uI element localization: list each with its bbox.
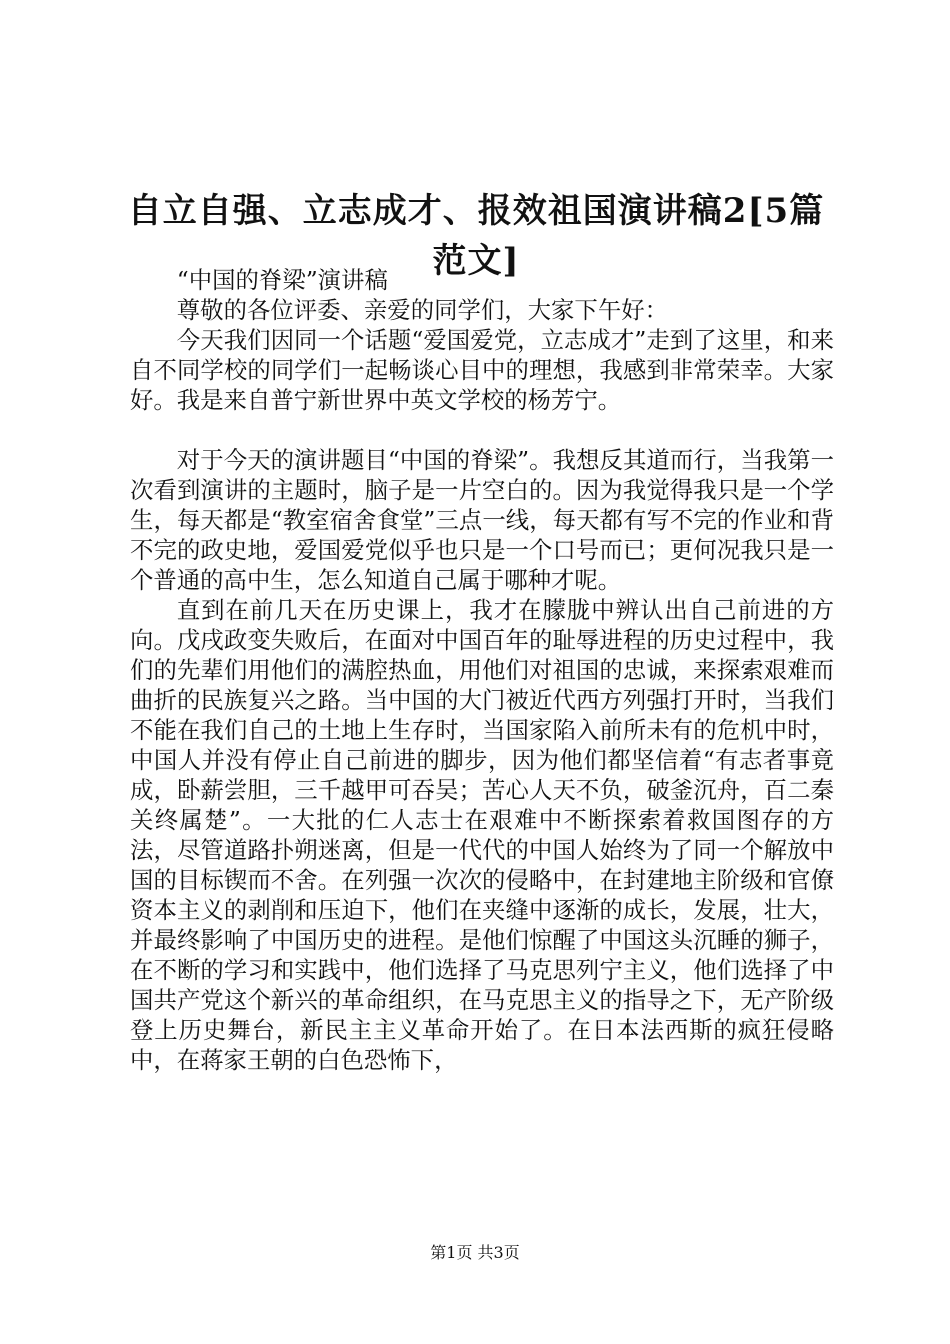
body-paragraph-2: 直到在前几天在历史课上，我才在朦胧中辨认出自己前进的方向。戊戌政变失败后，在面对中国百年的耻辱进程的历史过程中，我们的先辈们用他们的满腔热血，用他们对祖国的忠诚，来探索艰难而曲折的民族复兴之路。当中国的大门被近代西方列强打开时，当我们不能在我们自己的土地上生存时，当国家陷入前所未有的危机中时，中国人并没有停止自己前进的脚步，因为他们都坚信着“有志者事竟成，卧薪尝胆，三千越甲可吞吴；苦心人天不负，破釜沉舟，百二秦关终属楚”。一大批的仁人志士在艰难中不断探索着救国图存的方法，尽管道路扑朔迷离，但是一代代的中国人始终为了同一个解放中国的目标锲而不舍。在列强一次次的侵略中，在封建地主阶级和官僚资本主义的剥削和压迫下，他们在夹缝中逐渐的成长，发展，壮大，并最终影响了中国历史的进程。是他们惊醒了中国这头沉睡的狮子，在不断的学习和实践中，他们选择了马克思列宁主义，他们选择了中国共产党这个新兴的革命组织，在马克思主义的指导之下，无产阶级登上历史舞台，新民主主义革命开始了。在日本法西斯的疯狂侵略中，在蒋家王朝的白色恐怖下， — [130, 596, 834, 1074]
intro-paragraph: 今天我们因同一个话题“爱国爱党，立志成才”走到了这里，和来自不同学校的同学们一起畅谈心目中的理想，我感到非常荣幸。大家好。我是来自普宁新世界中英文学校的杨芳宁。 — [130, 326, 834, 414]
document-title: 自立自强、立志成才、报效祖国演讲稿2[5篇范文] — [127, 191, 825, 281]
body-paragraph-1: 对于今天的演讲题目“中国的脊梁”。我想反其道而行，当我第一次看到演讲的主题时，脑子是一片空白的。因为我觉得我只是一个学生，每天都是“教室宿舍食堂”三点一线，每天都有写不完的作业和背不完的政史地，爱国爱党似乎也只是一个口号而已；更何况我只是一个普通的高中生，怎么知道自己属于哪种才呢。 — [130, 446, 834, 594]
speech-heading: “中国的脊梁”演讲稿 — [176, 266, 388, 294]
page-footer: 第1页 共3页 — [430, 1243, 520, 1262]
document-body — [130, 265, 834, 1075]
greeting-paragraph: 尊敬的各位评委、亲爱的同学们，大家下午好： — [176, 296, 668, 324]
